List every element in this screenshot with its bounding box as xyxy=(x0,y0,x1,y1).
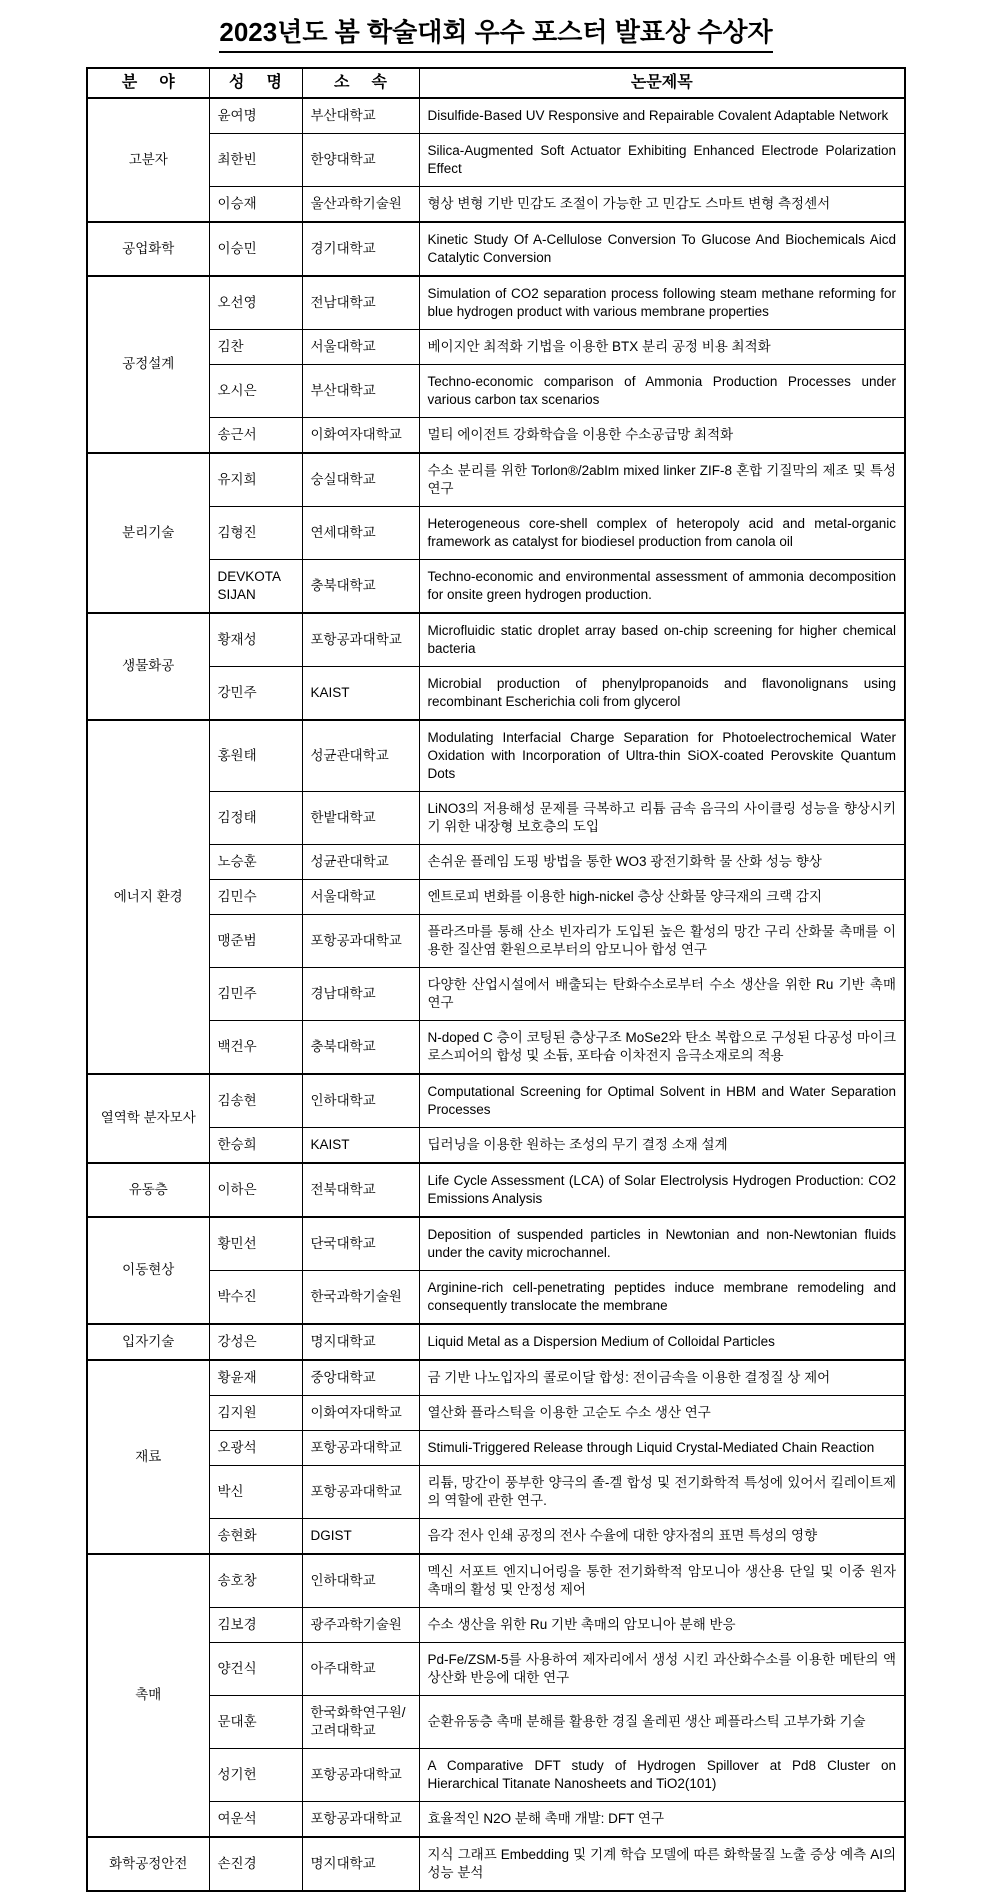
affiliation-cell: 부산대학교 xyxy=(302,98,419,134)
affiliation-cell: 포항공과대학교 xyxy=(302,1748,419,1801)
col-header-name: 성 명 xyxy=(209,68,302,98)
paper-title-cell: Disulfide-Based UV Responsive and Repairable Covalent Adaptable Network xyxy=(419,98,905,134)
name-cell: 황민선 xyxy=(209,1217,302,1271)
table-row xyxy=(87,1465,905,1518)
affiliation-cell: 포항공과대학교 xyxy=(302,914,419,967)
field-cell: 이동현상 xyxy=(87,1217,209,1324)
table-row xyxy=(87,1074,905,1128)
affiliation-cell: 광주과학기술원 xyxy=(302,1607,419,1642)
field-cell: 촉매 xyxy=(87,1554,209,1837)
affiliation-cell: 성균관대학교 xyxy=(302,844,419,879)
field-cell: 화학공정안전 xyxy=(87,1837,209,1891)
field-cell: 고분자 xyxy=(87,98,209,222)
table-row xyxy=(87,1518,905,1554)
field-cell: 에너지 환경 xyxy=(87,720,209,1074)
affiliation-cell: 한양대학교 xyxy=(302,133,419,186)
affiliation-cell: 한국과학기술원 xyxy=(302,1270,419,1324)
affiliation-cell: 충북대학교 xyxy=(302,559,419,613)
affiliation-cell: 명지대학교 xyxy=(302,1324,419,1360)
affiliation-cell: 명지대학교 xyxy=(302,1837,419,1891)
name-cell: 박신 xyxy=(209,1465,302,1518)
name-cell: 김정태 xyxy=(209,791,302,844)
table-row xyxy=(87,1270,905,1324)
table-row xyxy=(87,879,905,914)
paper-title-cell: Heterogeneous core-shell complex of heteropoly acid and metal-organic framework as catalyst for biodiesel production from canola oil xyxy=(419,506,905,559)
paper-title-cell: Computational Screening for Optimal Solvent in HBM and Water Separation Processes xyxy=(419,1074,905,1128)
header-row xyxy=(87,68,905,98)
table-row xyxy=(87,791,905,844)
affiliation-cell: 연세대학교 xyxy=(302,506,419,559)
table-row xyxy=(87,613,905,667)
name-cell: 강성은 xyxy=(209,1324,302,1360)
paper-title-cell: 멀티 에이전트 강화학습을 이용한 수소공급망 최적화 xyxy=(419,417,905,453)
table-row xyxy=(87,364,905,417)
paper-title-cell: Microbial production of phenylpropanoids and flavonolignans using recombinant Escherichia coli from glycerol xyxy=(419,666,905,720)
table-row xyxy=(87,186,905,222)
name-cell: 김민주 xyxy=(209,967,302,1020)
paper-title-cell: A Comparative DFT study of Hydrogen Spillover at Pd8 Cluster on Hierarchical Titanate Nanosheets and TiO2(101) xyxy=(419,1748,905,1801)
affiliation-cell: 아주대학교 xyxy=(302,1642,419,1695)
paper-title-cell: Microfluidic static droplet array based on-chip screening for higher chemical bacteria xyxy=(419,613,905,667)
affiliation-cell: KAIST xyxy=(302,1127,419,1163)
affiliation-cell: 부산대학교 xyxy=(302,364,419,417)
table-row xyxy=(87,329,905,364)
table-row xyxy=(87,1430,905,1465)
name-cell: 황재성 xyxy=(209,613,302,667)
table-row xyxy=(87,1695,905,1748)
col-header-field: 분 야 xyxy=(87,68,209,98)
affiliation-cell: 중앙대학교 xyxy=(302,1360,419,1396)
paper-title-cell: 리튬, 망간이 풍부한 양극의 졸-겔 합성 및 전기화학적 특성에 있어서 킬레이트제의 역할에 관한 연구. xyxy=(419,1465,905,1518)
table-row xyxy=(87,914,905,967)
name-cell: 맹준범 xyxy=(209,914,302,967)
paper-title-cell: 엔트로피 변화를 이용한 high-nickel 층상 산화물 양극재의 크랙 감지 xyxy=(419,879,905,914)
table-header xyxy=(87,68,905,98)
col-header-paper: 논문제목 xyxy=(419,68,905,98)
paper-title-cell: 딥러닝을 이용한 원하는 조성의 무기 결정 소재 설계 xyxy=(419,1127,905,1163)
paper-title-cell: Life Cycle Assessment (LCA) of Solar Electrolysis Hydrogen Production: CO2 Emissions Analysis xyxy=(419,1163,905,1217)
name-cell: 김송현 xyxy=(209,1074,302,1128)
table-row xyxy=(87,1395,905,1430)
table-row xyxy=(87,1607,905,1642)
affiliation-cell: 이화여자대학교 xyxy=(302,1395,419,1430)
paper-title-cell: Liquid Metal as a Dispersion Medium of Colloidal Particles xyxy=(419,1324,905,1360)
paper-title-cell: Pd-Fe/ZSM-5를 사용하여 제자리에서 생성 시킨 과산화수소를 이용한 메탄의 액상산화 반응에 대한 연구 xyxy=(419,1642,905,1695)
field-cell: 입자기술 xyxy=(87,1324,209,1360)
name-cell: 김보경 xyxy=(209,1607,302,1642)
paper-title-cell: Simulation of CO2 separation process following steam methane reforming for blue hydrogen product with various membrane properties xyxy=(419,276,905,330)
table-row xyxy=(87,1748,905,1801)
paper-title-cell: 다양한 산업시설에서 배출되는 탄화수소로부터 수소 생산을 위한 Ru 기반 촉매 연구 xyxy=(419,967,905,1020)
name-cell: 김민수 xyxy=(209,879,302,914)
affiliation-cell: 인하대학교 xyxy=(302,1074,419,1128)
affiliation-cell: 서울대학교 xyxy=(302,879,419,914)
name-cell: 송현화 xyxy=(209,1518,302,1554)
table-row xyxy=(87,1360,905,1396)
paper-title-cell: Techno-economic and environmental assessment of ammonia decomposition for onsite green hydrogen production. xyxy=(419,559,905,613)
paper-title-cell: Techno-economic comparison of Ammonia Production Processes under various carbon tax scenarios xyxy=(419,364,905,417)
table-row xyxy=(87,1642,905,1695)
name-cell: 오광석 xyxy=(209,1430,302,1465)
name-cell: 노승훈 xyxy=(209,844,302,879)
col-header-org: 소 속 xyxy=(302,68,419,98)
name-cell: 송근서 xyxy=(209,417,302,453)
table-row xyxy=(87,1020,905,1074)
affiliation-cell: 한밭대학교 xyxy=(302,791,419,844)
name-cell: 유지희 xyxy=(209,453,302,507)
table-row xyxy=(87,453,905,507)
affiliation-cell: 울산과학기술원 xyxy=(302,186,419,222)
paper-title-cell: 베이지안 최적화 기법을 이용한 BTX 분리 공정 비용 최적화 xyxy=(419,329,905,364)
table-row xyxy=(87,559,905,613)
paper-title-cell: 형상 변형 기반 민감도 조절이 가능한 고 민감도 스마트 변형 측정센서 xyxy=(419,186,905,222)
paper-title-cell: Silica-Augmented Soft Actuator Exhibiting Enhanced Electrode Polarization Effect xyxy=(419,133,905,186)
title-area xyxy=(0,16,992,53)
page-title: 2023년도 봄 학술대회 우수 포스터 발표상 수상자 xyxy=(219,16,772,53)
table-body xyxy=(87,98,905,1891)
field-cell: 공정설계 xyxy=(87,276,209,453)
name-cell: 김지원 xyxy=(209,1395,302,1430)
table-row xyxy=(87,276,905,330)
name-cell: 강민주 xyxy=(209,666,302,720)
table-row xyxy=(87,666,905,720)
paper-title-cell: 손쉬운 플레임 도핑 방법을 통한 WO3 광전기화학 물 산화 성능 향상 xyxy=(419,844,905,879)
name-cell: 이하은 xyxy=(209,1163,302,1217)
affiliation-cell: 서울대학교 xyxy=(302,329,419,364)
affiliation-cell: 충북대학교 xyxy=(302,1020,419,1074)
table-row xyxy=(87,417,905,453)
table-row xyxy=(87,967,905,1020)
name-cell: 박수진 xyxy=(209,1270,302,1324)
table-row xyxy=(87,98,905,134)
name-cell: 이승민 xyxy=(209,222,302,276)
name-cell: 최한빈 xyxy=(209,133,302,186)
name-cell: 홍원태 xyxy=(209,720,302,792)
table-row xyxy=(87,720,905,792)
paper-title-cell: N-doped C 층이 코팅된 층상구조 MoSe2와 탄소 복합으로 구성된 다공성 마이크로스피어의 합성 및 소듐, 포타슘 이차전지 음극소재로의 적용 xyxy=(419,1020,905,1074)
affiliation-cell: 한국화학연구원/고려대학교 xyxy=(302,1695,419,1748)
table-row xyxy=(87,1127,905,1163)
affiliation-cell: 전북대학교 xyxy=(302,1163,419,1217)
table-row xyxy=(87,1163,905,1217)
name-cell: 이승재 xyxy=(209,186,302,222)
table-row xyxy=(87,844,905,879)
name-cell: 황윤재 xyxy=(209,1360,302,1396)
affiliation-cell: 포항공과대학교 xyxy=(302,1465,419,1518)
field-cell: 열역학 분자모사 xyxy=(87,1074,209,1163)
paper-title-cell: LiNO3의 저용해성 문제를 극복하고 리튬 금속 음극의 사이클링 성능을 향상시키기 위한 내장형 보호층의 도입 xyxy=(419,791,905,844)
paper-title-cell: 수소 분리를 위한 Torlon®/2abIm mixed linker ZIF-8 혼합 기질막의 제조 및 특성 연구 xyxy=(419,453,905,507)
paper-title-cell: 음각 전사 인쇄 공정의 전사 수율에 대한 양자점의 표면 특성의 영향 xyxy=(419,1518,905,1554)
table-row xyxy=(87,1217,905,1271)
name-cell: 성기헌 xyxy=(209,1748,302,1801)
table-row xyxy=(87,506,905,559)
paper-title-cell: 수소 생산을 위한 Ru 기반 촉매의 암모니아 분해 반응 xyxy=(419,1607,905,1642)
name-cell: 윤여명 xyxy=(209,98,302,134)
name-cell: 양건식 xyxy=(209,1642,302,1695)
affiliation-cell: 경남대학교 xyxy=(302,967,419,1020)
paper-title-cell: 순환유동층 촉매 분해를 활용한 경질 올레핀 생산 페플라스틱 고부가화 기술 xyxy=(419,1695,905,1748)
table-row xyxy=(87,1324,905,1360)
paper-title-cell: Deposition of suspended particles in Newtonian and non-Newtonian fluids under the cavity microchannel. xyxy=(419,1217,905,1271)
paper-title-cell: 플라즈마를 통해 산소 빈자리가 도입된 높은 활성의 망간 구리 산화물 촉매를 이용한 질산염 환원으로부터의 암모니아 합성 연구 xyxy=(419,914,905,967)
name-cell: 여운석 xyxy=(209,1801,302,1837)
name-cell: 김형진 xyxy=(209,506,302,559)
paper-title-cell: 지식 그래프 Embedding 및 기계 학습 모델에 따른 화학물질 노출 증상 예측 AI의 성능 분석 xyxy=(419,1837,905,1891)
affiliation-cell: 단국대학교 xyxy=(302,1217,419,1271)
table-row xyxy=(87,222,905,276)
affiliation-cell: 포항공과대학교 xyxy=(302,613,419,667)
name-cell: 한승희 xyxy=(209,1127,302,1163)
affiliation-cell: 경기대학교 xyxy=(302,222,419,276)
affiliation-cell: 전남대학교 xyxy=(302,276,419,330)
name-cell: DEVKOTA SIJAN xyxy=(209,559,302,613)
paper-title-cell: 멕신 서포트 엔지니어링을 통한 전기화학적 암모니아 생산용 단일 및 이중 원자 촉매의 활성 및 안정성 제어 xyxy=(419,1554,905,1608)
table-row xyxy=(87,133,905,186)
name-cell: 송호창 xyxy=(209,1554,302,1608)
paper-title-cell: Kinetic Study Of A-Cellulose Conversion To Glucose And Biochemicals Aicd Catalytic Conversion xyxy=(419,222,905,276)
table-row xyxy=(87,1801,905,1837)
table-row xyxy=(87,1554,905,1608)
name-cell: 손진경 xyxy=(209,1837,302,1891)
affiliation-cell: 이화여자대학교 xyxy=(302,417,419,453)
affiliation-cell: DGIST xyxy=(302,1518,419,1554)
field-cell: 유동층 xyxy=(87,1163,209,1217)
paper-title-cell: 효율적인 N2O 분해 촉매 개발: DFT 연구 xyxy=(419,1801,905,1837)
name-cell: 백건우 xyxy=(209,1020,302,1074)
name-cell: 오시은 xyxy=(209,364,302,417)
paper-title-cell: Stimuli-Triggered Release through Liquid Crystal-Mediated Chain Reaction xyxy=(419,1430,905,1465)
paper-title-cell: 열산화 플라스틱을 이용한 고순도 수소 생산 연구 xyxy=(419,1395,905,1430)
field-cell: 공업화학 xyxy=(87,222,209,276)
field-cell: 생물화공 xyxy=(87,613,209,720)
name-cell: 오선영 xyxy=(209,276,302,330)
table-row xyxy=(87,1837,905,1891)
paper-title-cell: 금 기반 나노입자의 콜로이달 합성: 전이금속을 이용한 결정질 상 제어 xyxy=(419,1360,905,1396)
affiliation-cell: 인하대학교 xyxy=(302,1554,419,1608)
field-cell: 분리기술 xyxy=(87,453,209,613)
affiliation-cell: 포항공과대학교 xyxy=(302,1801,419,1837)
affiliation-cell: 숭실대학교 xyxy=(302,453,419,507)
affiliation-cell: 포항공과대학교 xyxy=(302,1430,419,1465)
name-cell: 김찬 xyxy=(209,329,302,364)
name-cell: 문대훈 xyxy=(209,1695,302,1748)
affiliation-cell: 성균관대학교 xyxy=(302,720,419,792)
paper-title-cell: Arginine-rich cell-penetrating peptides induce membrane remodeling and consequently translocate the membrane xyxy=(419,1270,905,1324)
field-cell: 재료 xyxy=(87,1360,209,1554)
paper-title-cell: Modulating Interfacial Charge Separation for Photoelectrochemical Water Oxidation with Incorporation of Ultra-thin SiOX-coated Perovskite Quantum Dots xyxy=(419,720,905,792)
awards-table xyxy=(86,67,906,1892)
affiliation-cell: KAIST xyxy=(302,666,419,720)
